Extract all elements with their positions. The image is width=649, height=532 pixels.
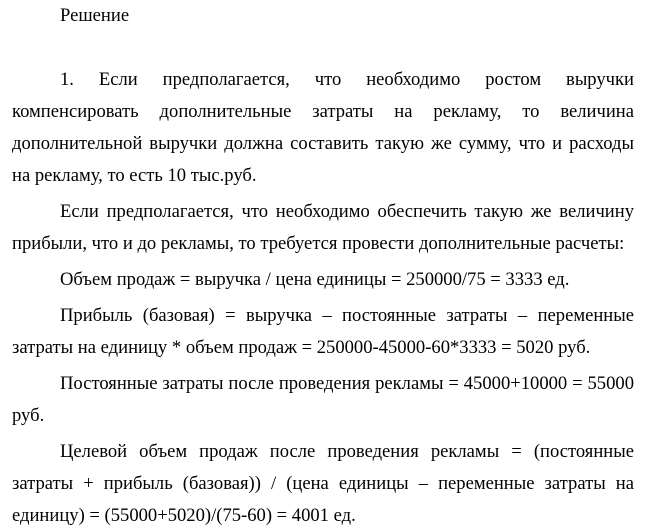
blank-line	[12, 32, 634, 64]
document-page	[12, 0, 634, 532]
paragraph-target-volume: Целевой объем продаж после проведения рекламы = (постоянные затраты + прибыль (базовая)) / (цена единицы – переменные затраты на единицу) = (55000+5020)/(75-60) = 4001 ед.	[12, 441, 634, 526]
paragraph-fixed-costs: Постоянные затраты после проведения рекламы = 45000+10000 = 55000 руб.	[12, 373, 634, 426]
paragraph-revenue-compensation: 1. Если предполагается, что необходимо ростом выручки компенсировать дополнительные затраты на рекламу, то величина дополнительной выручки должна составить такую же сумму, что и расходы на рекламу, то есть 10 тыс.руб.	[12, 69, 634, 186]
solution-heading: Решение	[60, 5, 130, 26]
paragraph-sales-volume: Объем продаж = выручка / цена единицы = 250000/75 = 3333 ед.	[60, 269, 570, 290]
paragraph-profit-condition: Если предполагается, что необходимо обеспечить такую же величину прибыли, что и до рекламы, то требуется провести дополнительные расчеты:	[12, 201, 634, 254]
paragraph-base-profit: Прибыль (базовая) = выручка – постоянные затраты – переменные затраты на единицу * объем продаж = 250000-45000-60*3333 = 5020 руб.	[12, 305, 634, 358]
